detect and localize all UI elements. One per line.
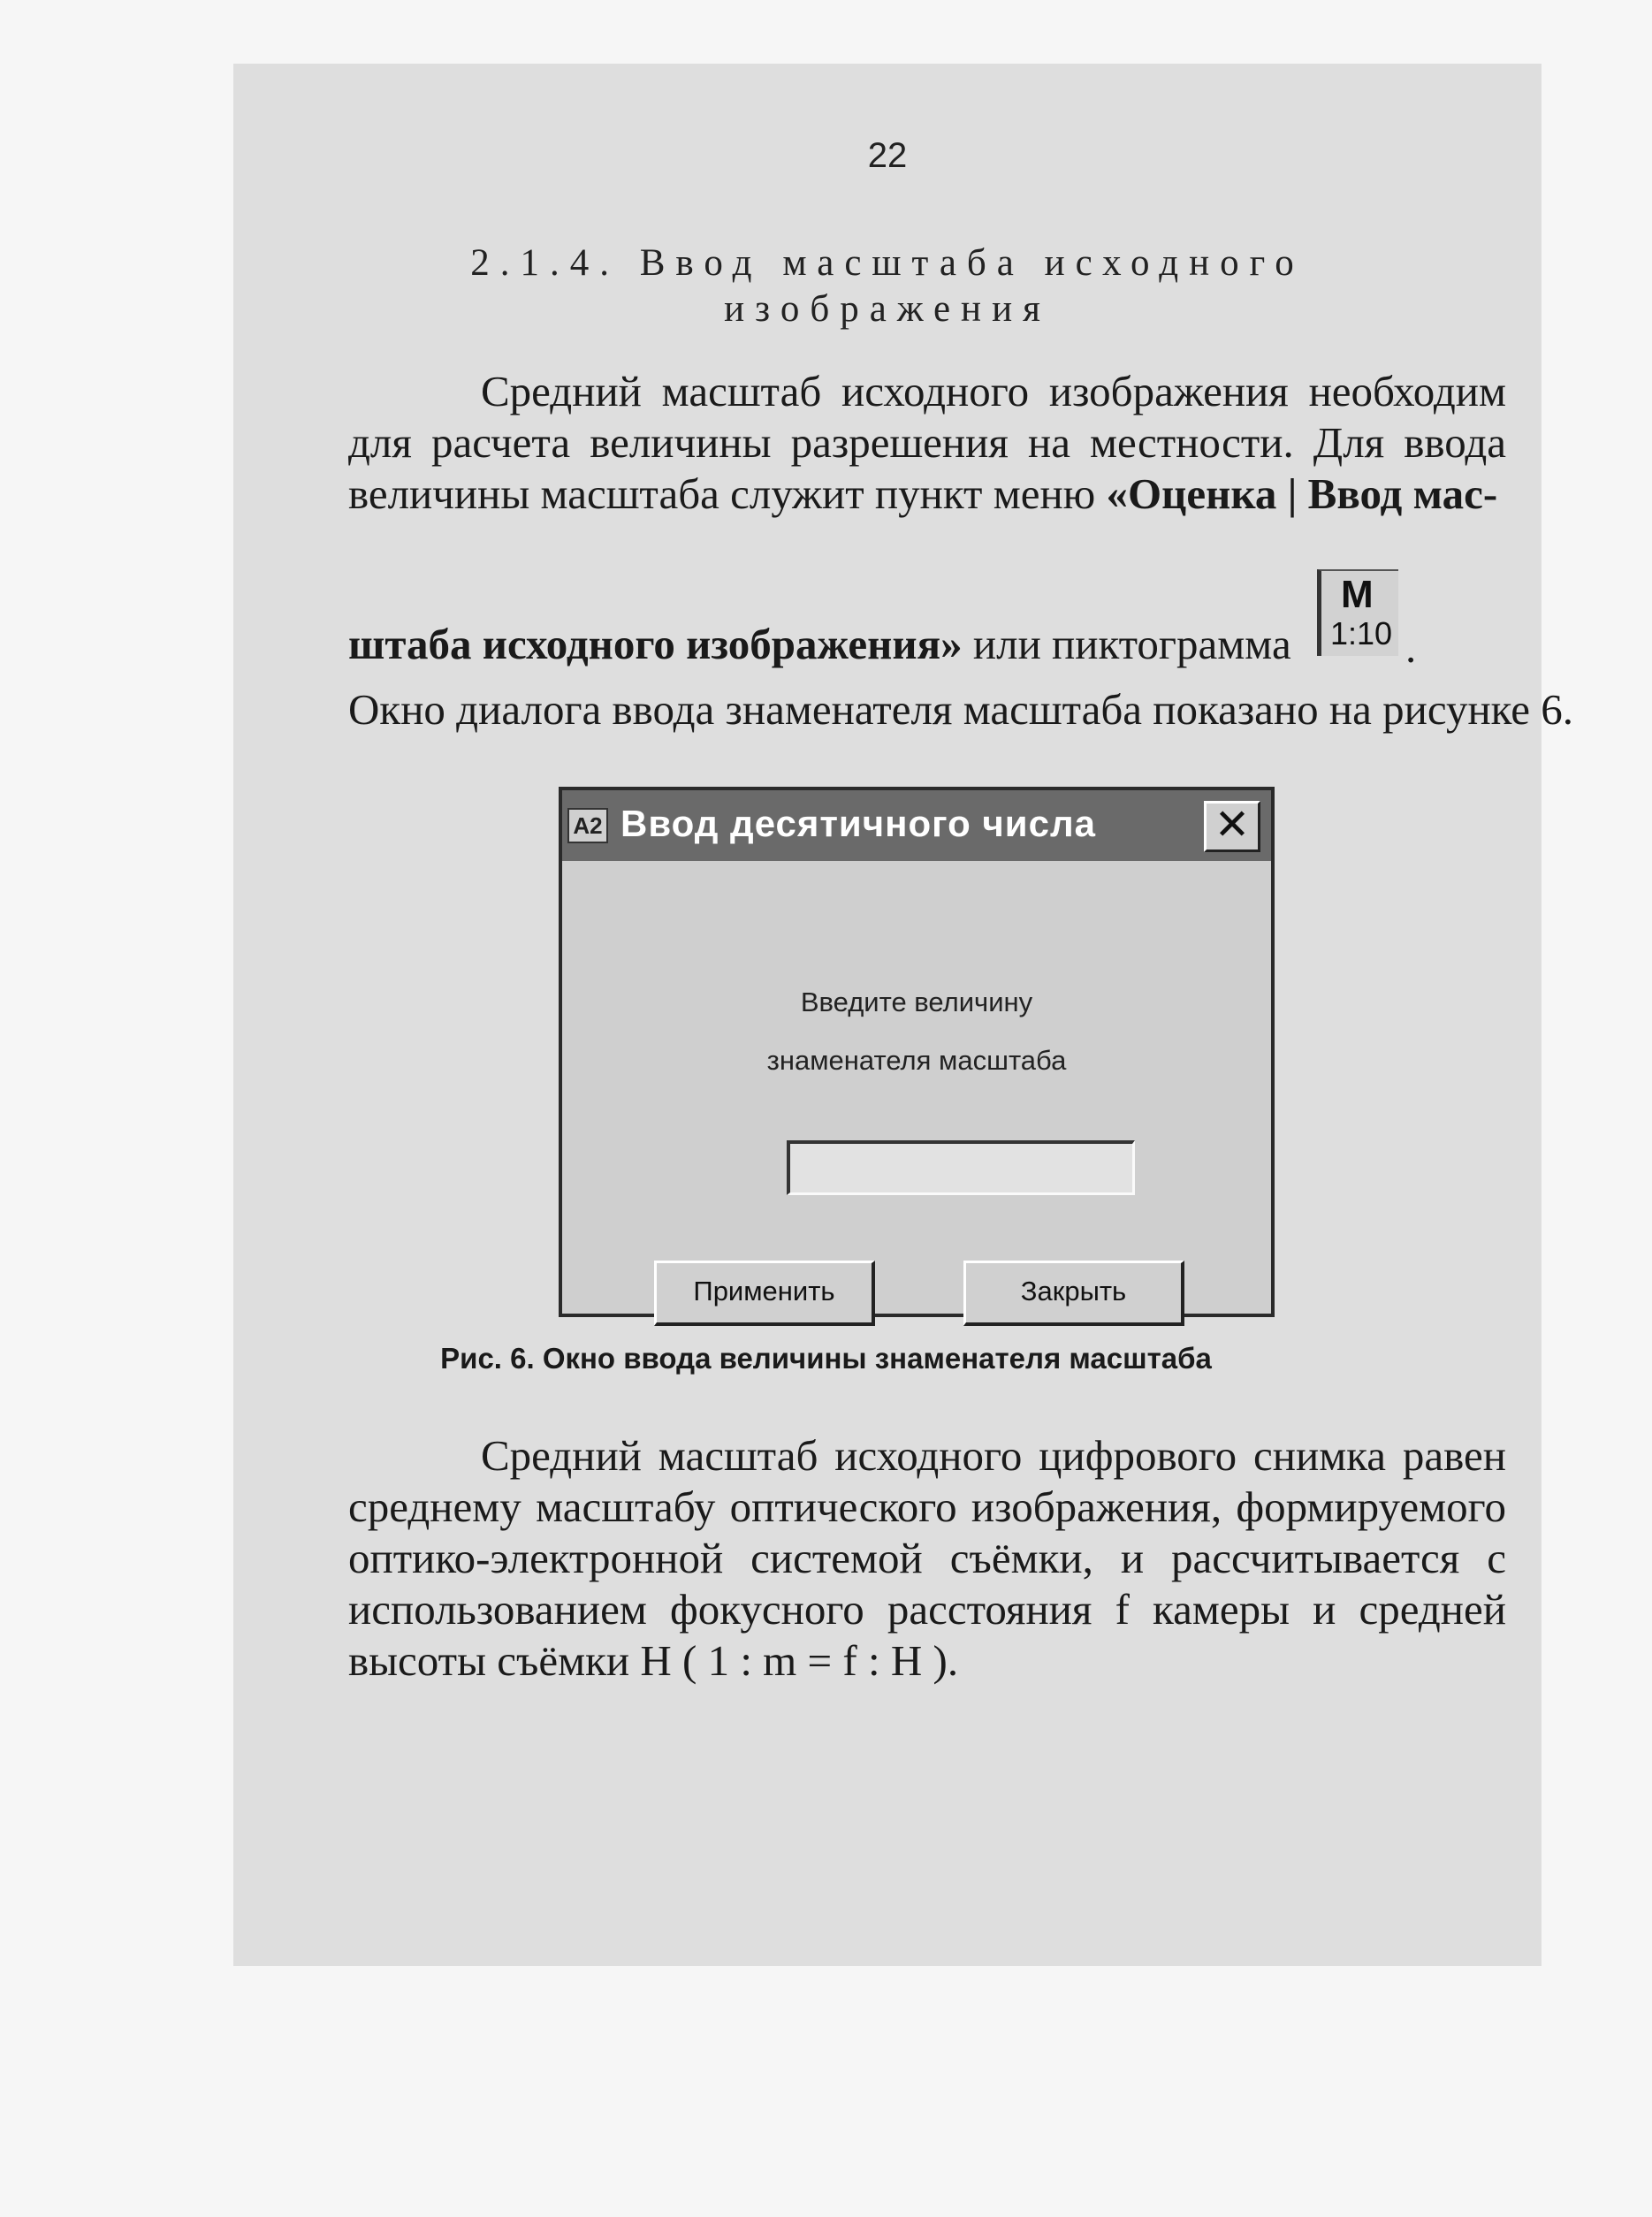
paragraph-1-last-line [348,619,1291,670]
paragraph-1-tail: или пиктограмма [962,620,1291,668]
scale-icon[interactable] [1317,569,1398,656]
paragraph-1 [348,366,1506,520]
scale-icon-top-label: M [1341,573,1374,616]
close-button[interactable]: Закрыть [963,1261,1184,1326]
section-heading [304,240,1471,332]
sentence-period: . [1405,623,1417,672]
page-number: 22 [867,136,908,175]
apply-button[interactable]: Применить [654,1261,875,1326]
section-heading-line2: изображения [724,288,1051,330]
dialog-title: Ввод десятичного числа [620,803,1097,844]
dialog-prompt-line2: знаменателя масштаба [766,1045,1067,1076]
paragraph-3 [348,1430,1506,1687]
paragraph-1-indent [348,367,481,415]
paragraph-1-bold-1: «Оценка | Ввод мас- [1106,469,1498,518]
close-icon[interactable]: ✕ [1204,801,1260,852]
dialog-prompt-line1: Введите величину [800,987,1033,1017]
paragraph-1-bold-2: штаба исходного изображения» [348,620,963,668]
paragraph-3-indent [348,1431,481,1480]
section-heading-line1: 2.1.4. Ввод масштаба исходного [470,242,1305,284]
paragraph-3-text: Средний масштаб исходного цифрового снимка равен среднему масштабу оптического изображения, формируемого оптико-электронной системой съёмки, и рассчитывается с использованием фокусного расстояния f камеры и средней высоты съёмки H ( 1 : m = f : H ). [348,1431,1506,1685]
figure-caption: Рис. 6. Окно ввода величины знаменателя масштаба [440,1342,1212,1375]
decimal-input-dialog [559,787,1275,1317]
paragraph-1-text: Средний масштаб исходного изображения необходим для расчета величины разрешения на местности. Для ввода величины масштаба служит пункт меню [348,367,1506,518]
app-icon: A2 [567,808,608,843]
dialog-titlebar[interactable] [562,790,1271,861]
scale-denominator-input[interactable] [787,1140,1135,1195]
paragraph-2: Окно диалога ввода знаменателя масштаба показано на рисунке 6. [348,685,1573,734]
scale-icon-bottom-label: 1:10 [1330,615,1393,651]
